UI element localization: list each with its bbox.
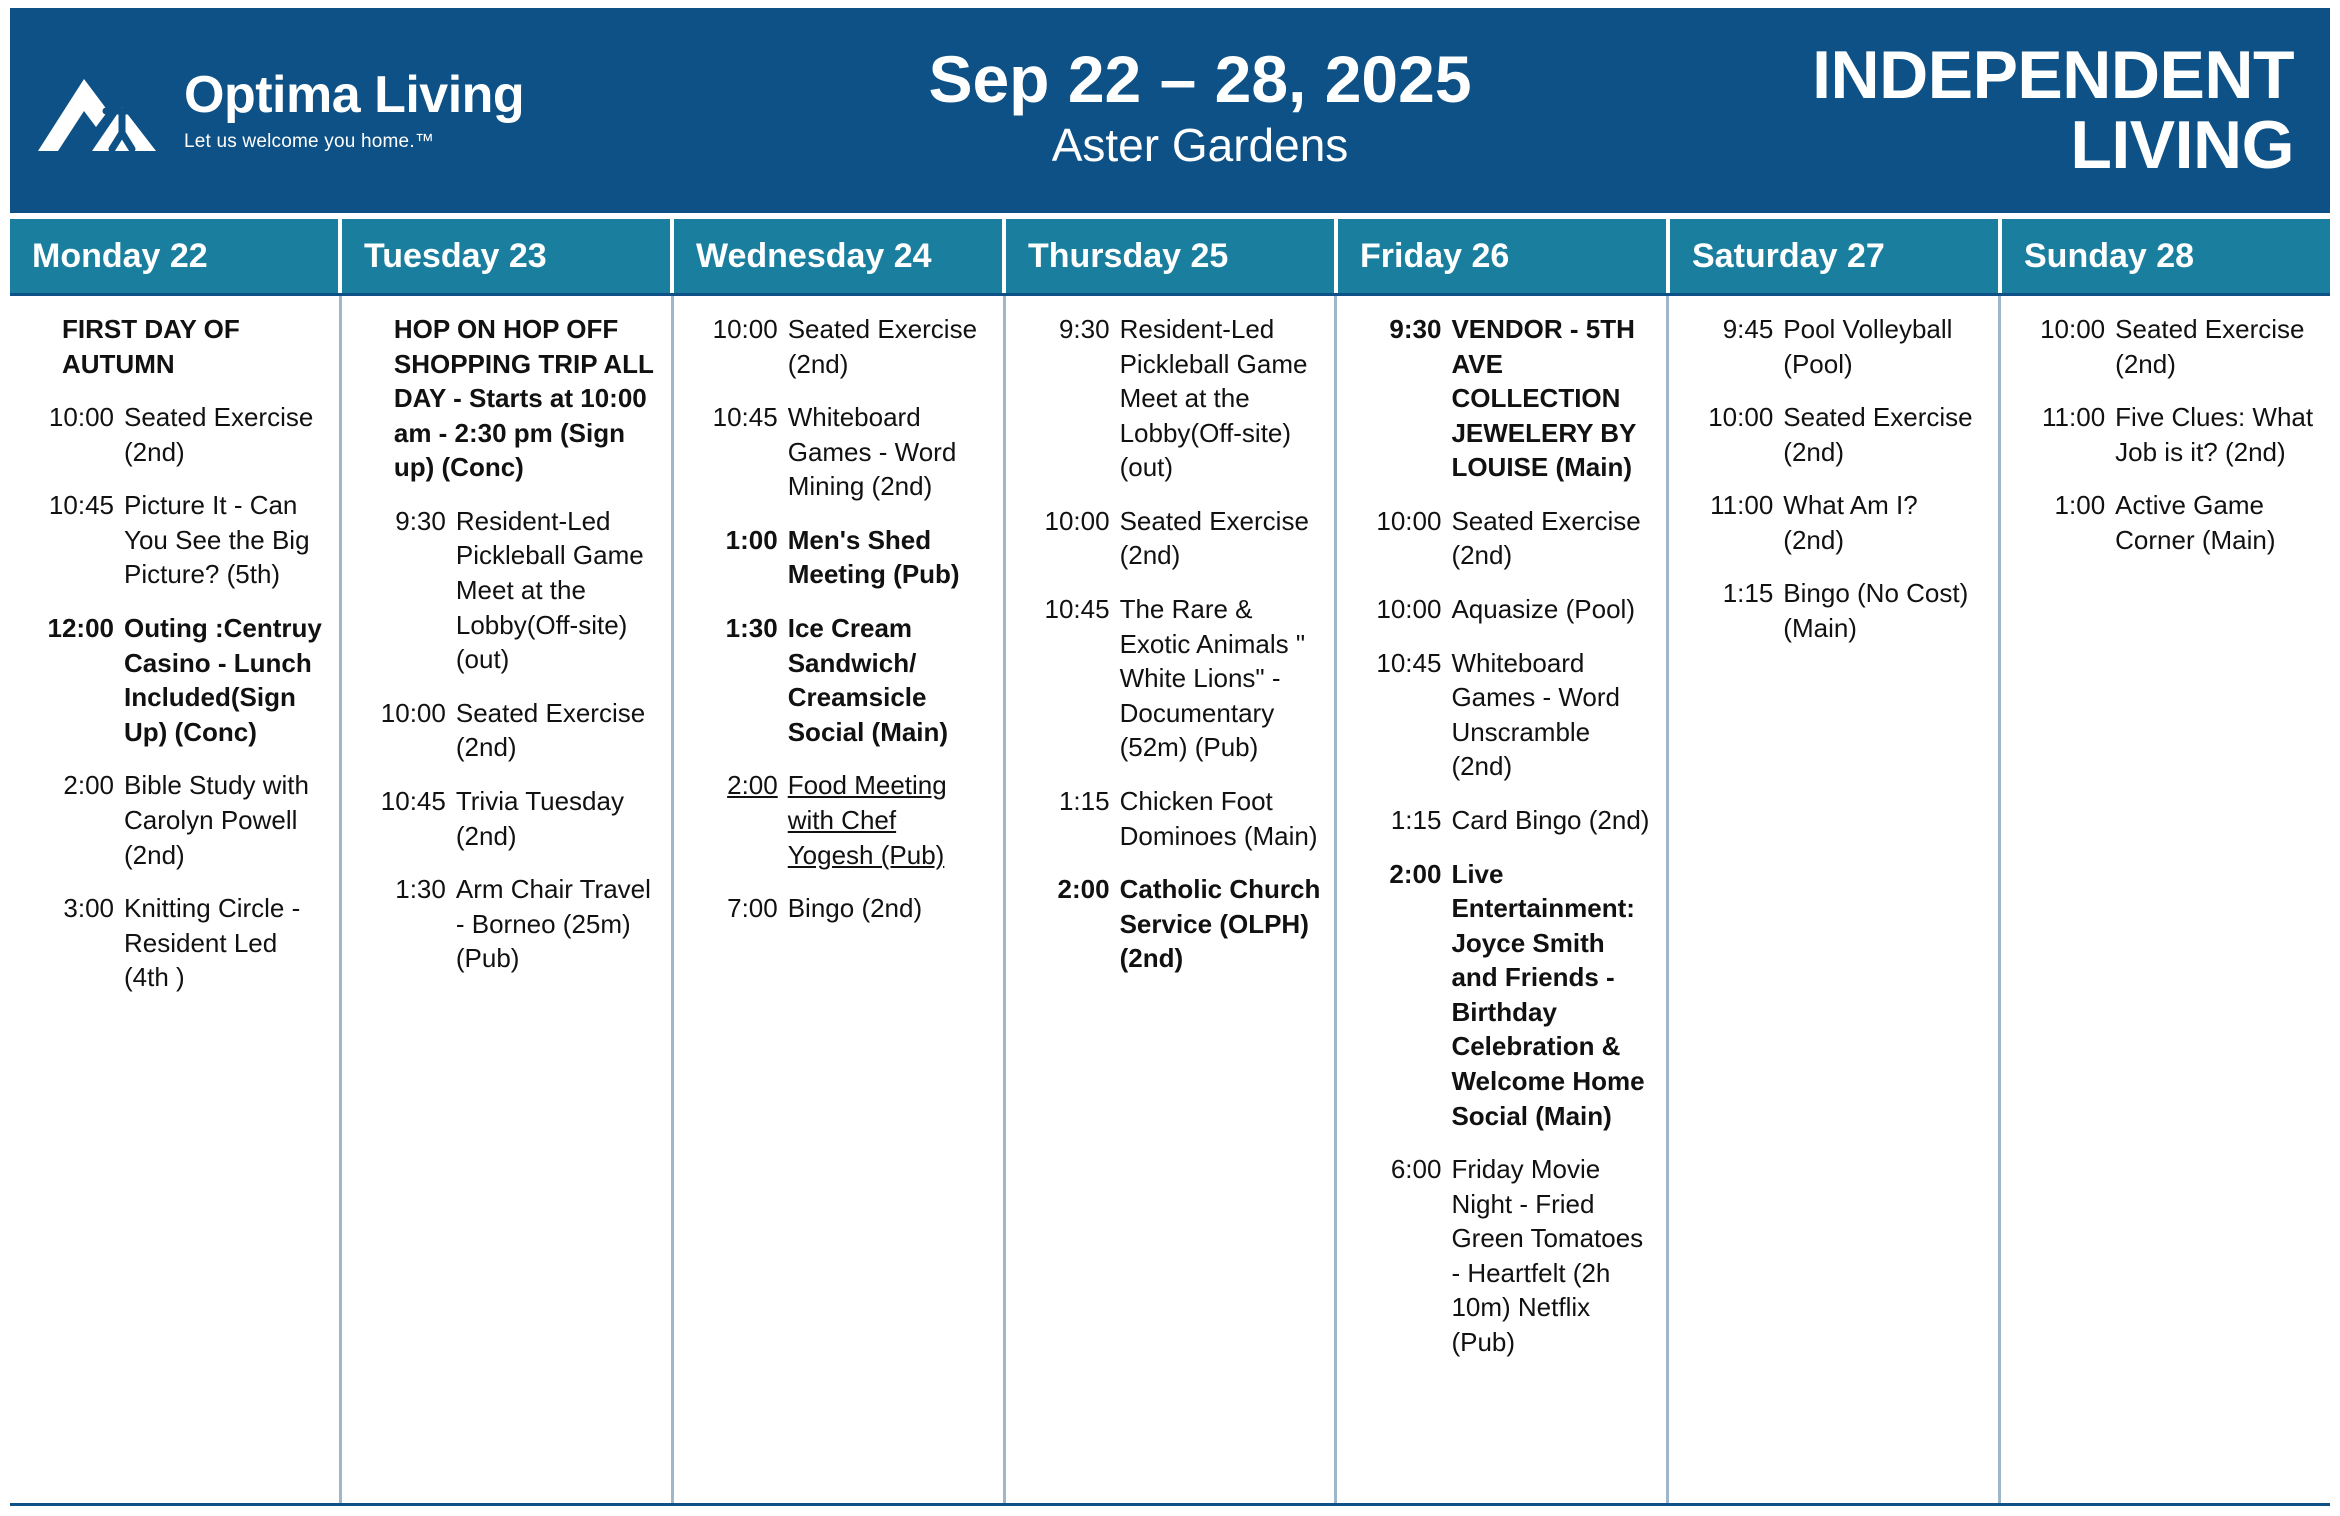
event-time: 10:00 <box>1376 505 1442 536</box>
event-description: Resident-Led Pickleball Game Meet at the Lobby(Off-site) (out) <box>455 505 644 675</box>
day-header-row <box>10 219 2330 293</box>
event-description: Bible Study with Carolyn Powell (2nd) <box>124 770 309 870</box>
event-time: 10:45 <box>712 402 778 433</box>
event-description: Live Entertainment: Joyce Smith and Friends - Birthday Celebration & Welcome Home Social (Main) <box>1451 858 1645 1131</box>
program-title: INDEPENDENT LIVING <box>1812 37 2294 183</box>
event-item <box>26 400 325 469</box>
event-item <box>1353 592 1652 627</box>
event-item <box>690 611 989 749</box>
event-item <box>26 312 325 381</box>
event-description: Whiteboard Games - Word Unscramble (2nd) <box>1451 647 1620 782</box>
event-time: 10:00 <box>712 314 778 344</box>
event-description: Resident-Led Pickleball Game Meet at the Lobby(Off-site) (out) <box>1119 314 1308 483</box>
event-time: 12:00 <box>47 613 114 644</box>
day-column-thursday <box>1006 296 1338 1503</box>
event-description: Whiteboard Games - Word Mining (2nd) <box>787 402 957 502</box>
event-time: 2:00 <box>1389 858 1442 889</box>
event-description: The Rare & Exotic Animals " White Lions" - Documentary (52m) (Pub) <box>1119 594 1306 763</box>
event-time: 1:15 <box>1390 804 1442 835</box>
event-time: 1:30 <box>725 613 778 644</box>
day-header-thursday: Thursday 25 <box>1006 219 1338 293</box>
event-item <box>1022 784 1321 853</box>
optima-living-logo-icon <box>36 63 166 159</box>
event-description: Seated Exercise (2nd) <box>1783 402 1973 467</box>
event-time: 10:45 <box>1376 647 1442 678</box>
event-item <box>1022 312 1321 485</box>
event-time: 1:00 <box>2054 490 2106 521</box>
event-item <box>690 768 989 872</box>
event-description: Seated Exercise (2nd) <box>1451 505 1641 571</box>
event-description: Outing :Centruy Casino - Lunch Included(Sign Up) (Conc) <box>124 613 322 747</box>
event-time: 10:00 <box>1044 505 1110 536</box>
event-item <box>1022 592 1321 765</box>
day-column-sunday <box>2001 296 2330 1503</box>
event-item <box>358 312 657 485</box>
event-time: 1:15 <box>1058 785 1110 816</box>
event-description: Knitting Circle - Resident Led (4th ) <box>124 893 301 993</box>
event-description: Seated Exercise (2nd) <box>455 697 646 763</box>
event-item <box>1353 646 1652 784</box>
brand-block <box>36 63 736 159</box>
event-item <box>1685 312 1984 381</box>
event-item <box>1353 803 1652 838</box>
day-header-saturday: Saturday 27 <box>1670 219 2002 293</box>
event-time: 10:00 <box>48 402 114 433</box>
event-item <box>358 696 657 765</box>
event-item <box>690 523 989 592</box>
event-time: 2:00 <box>727 770 778 801</box>
event-time: 9:30 <box>395 505 446 536</box>
event-item <box>1685 576 1984 645</box>
event-description: VENDOR - 5TH AVE COLLECTION JEWELERY BY LOUISE (Main) <box>1451 314 1636 483</box>
event-item <box>690 312 989 381</box>
brand-text <box>184 65 525 153</box>
event-description: FIRST DAY OF AUTUMN <box>62 314 240 379</box>
event-time: 11:00 <box>1710 490 1774 521</box>
event-description: Bingo (No Cost) (Main) <box>1783 578 1969 644</box>
event-item <box>26 488 325 592</box>
event-time: 10:45 <box>1044 594 1110 625</box>
day-column-friday <box>1337 296 1669 1503</box>
event-description: Active Game Corner (Main) <box>2115 490 2276 555</box>
event-time: 9:30 <box>1058 314 1110 344</box>
event-time: 10:00 <box>1376 594 1442 625</box>
event-time: 2:00 <box>1057 874 1110 905</box>
event-description: Ice Cream Sandwich/ Creamsicle Social (Main) <box>787 613 949 747</box>
event-item <box>1353 312 1652 485</box>
event-description: Pool Volleyball (Pool) <box>1783 314 1953 379</box>
event-description: Friday Movie Night - Fried Green Tomatoes - Heartfelt (2h 10m) Netflix (Pub) <box>1451 1154 1644 1358</box>
calendar-grid <box>10 293 2330 1506</box>
day-column-tuesday <box>342 296 674 1503</box>
day-column-saturday <box>1669 296 2001 1503</box>
title-block <box>736 41 1664 171</box>
event-item <box>2017 488 2316 557</box>
day-header-tuesday: Tuesday 23 <box>342 219 674 293</box>
event-item <box>1353 857 1652 1134</box>
event-item <box>690 891 989 926</box>
event-time: 1:00 <box>725 524 778 555</box>
event-item <box>1022 872 1321 976</box>
event-description: Seated Exercise (2nd) <box>787 314 978 379</box>
event-item <box>2017 400 2316 469</box>
event-time: 7:00 <box>727 893 778 924</box>
event-item <box>1353 1152 1652 1359</box>
event-description: What Am I? (2nd) <box>1783 490 1918 555</box>
event-time: 10:00 <box>2040 314 2106 344</box>
day-column-wednesday <box>674 296 1006 1503</box>
community-name: Aster Gardens <box>1051 118 1349 171</box>
event-item <box>358 504 657 677</box>
event-description: Bingo (2nd) <box>787 893 923 924</box>
event-description: Seated Exercise (2nd) <box>124 402 314 467</box>
event-description: Men's Shed Meeting (Pub) <box>787 524 960 590</box>
brand-tagline: Let us welcome you home.™ <box>184 130 435 152</box>
event-item <box>1353 504 1652 573</box>
event-item <box>1685 400 1984 469</box>
event-description: Aquasize (Pool) <box>1451 594 1635 625</box>
event-description: Catholic Church Service (OLPH) (2nd) <box>1119 874 1321 974</box>
brand-name: Optima Living <box>184 65 525 124</box>
event-time: 2:00 <box>63 770 114 801</box>
event-description: Seated Exercise (2nd) <box>1119 505 1309 571</box>
event-time: 10:45 <box>48 490 114 521</box>
day-column-monday <box>10 296 342 1503</box>
event-description: Picture It - Can You See the Big Picture? (5th) <box>124 490 310 590</box>
event-time: 9:30 <box>1389 314 1442 344</box>
event-time: 9:45 <box>1722 314 1774 344</box>
event-time: 10:45 <box>380 785 446 816</box>
event-description: Arm Chair Travel - Borneo (25m) (Pub) <box>455 874 651 974</box>
day-header-sunday: Sunday 28 <box>2002 219 2330 293</box>
event-item <box>690 400 989 504</box>
event-description: Chicken Foot Dominoes (Main) <box>1119 785 1318 851</box>
event-item <box>358 872 657 976</box>
event-time: 10:00 <box>380 697 446 728</box>
event-item <box>1022 504 1321 573</box>
event-time: 6:00 <box>1390 1154 1442 1185</box>
event-item <box>1685 488 1984 557</box>
event-description: Trivia Tuesday (2nd) <box>455 785 624 851</box>
event-item <box>358 784 657 853</box>
date-range: Sep 22 – 28, 2025 <box>928 41 1472 116</box>
event-time: 10:00 <box>1708 402 1774 433</box>
event-description: HOP ON HOP OFF SHOPPING TRIP ALL DAY - Starts at 10:00 am - 2:30 pm (Sign up) (Conc) <box>393 314 654 483</box>
event-description: Seated Exercise (2nd) <box>2115 314 2305 379</box>
event-time: 1:30 <box>395 874 446 905</box>
event-description: Five Clues: What Job is it? (2nd) <box>2115 402 2314 467</box>
event-item <box>2017 312 2316 381</box>
event-item <box>26 768 325 872</box>
event-description: Card Bingo (2nd) <box>1451 804 1650 835</box>
event-item <box>26 891 325 995</box>
day-header-monday: Monday 22 <box>10 219 342 293</box>
day-header-friday: Friday 26 <box>1338 219 1670 293</box>
page-header <box>10 8 2330 213</box>
event-time: 3:00 <box>63 893 114 924</box>
event-item <box>26 611 325 749</box>
day-header-wednesday: Wednesday 24 <box>674 219 1006 293</box>
event-time: 1:15 <box>1722 578 1774 609</box>
event-description: Food Meeting with Chef Yogesh (Pub) <box>787 770 947 870</box>
event-time: 11:00 <box>2042 402 2106 433</box>
